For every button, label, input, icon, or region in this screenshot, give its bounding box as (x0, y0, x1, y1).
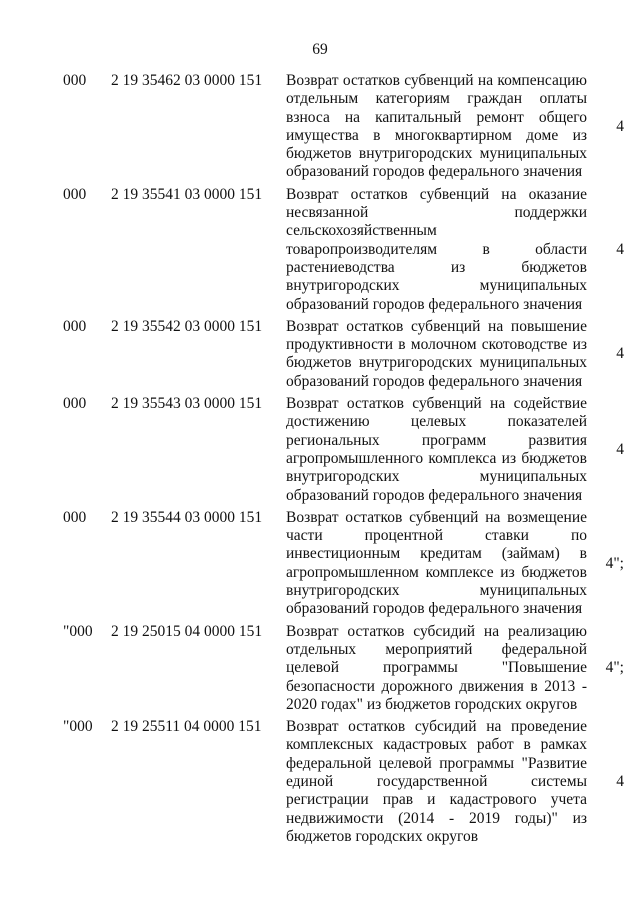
norm-cell (587, 72, 640, 182)
norm-cell (587, 395, 640, 505)
income-description: Возврат остатков субвенций на содействие достижению целевых показателей региональных программ развития агропромышленного комплекса из бюджетов внутригородских муниципальных образований городов федерального значения (286, 395, 587, 504)
norm-cell (587, 623, 640, 714)
table-row (0, 623, 640, 714)
norm-value: 4"; (605, 554, 624, 572)
norm-value: 4"; (605, 659, 624, 677)
admin-code: 000 (63, 508, 87, 526)
income-description: Возврат остатков субвенций на повышение продуктивности в молочном скотоводстве из бюджетов внутригородских муниципальных образований городов федерального значения (286, 317, 587, 390)
norm-cell (587, 509, 640, 619)
income-description: Возврат остатков субвенций на возмещение части процентной ставки по инвестиционным кредитам (займам) в агропромышленном комплексе из бюджетов внутригородских муниципальных образований городов федерального значения (286, 508, 587, 618)
admin-code: 000 (63, 185, 87, 203)
table-row (0, 318, 640, 391)
admin-code: 000 (63, 317, 87, 335)
norm-value: 4 (616, 240, 624, 258)
budget-code-table (0, 72, 640, 850)
table-row (0, 509, 640, 619)
table-row (0, 72, 640, 182)
norm-value: 4 (616, 772, 624, 790)
norm-value: 4 (616, 440, 624, 458)
budget-classification-code: 2 19 35544 03 0000 151 (111, 508, 263, 526)
norm-cell (587, 318, 640, 391)
budget-classification-code: 2 19 35541 03 0000 151 (111, 185, 263, 203)
table-row (0, 718, 640, 846)
budget-classification-code: 2 19 25015 04 0000 151 (111, 622, 263, 640)
admin-code: 000 (63, 395, 87, 413)
income-description: Возврат остатков субсидий на проведение комплексных кадастровых работ в рамках федеральной целевой программы "Развитие единой государственной системы регистрации прав и кадастрового учета недвижимости (2014 - 2019 годы)" из бюджетов городских округов (286, 718, 587, 845)
table-row (0, 395, 640, 505)
page-number: 69 (312, 41, 328, 58)
income-description: Возврат остатков субвенций на оказание несвязанной поддержки сельскохозяйственным товаропроизводителям в области растениеводства из бюджетов внутригородских муниципальных образований городов федерального значения (286, 185, 587, 313)
income-description: Возврат остатков субсидий на реализацию отдельных мероприятий федеральной целевой программы "Повышение безопасности дорожного движения в 2013 - 2020 годах" из бюджетов городских округов (286, 622, 587, 713)
norm-cell (587, 718, 640, 846)
budget-classification-code: 2 19 35542 03 0000 151 (111, 317, 263, 335)
admin-code: "000 (63, 718, 93, 736)
budget-classification-code: 2 19 35462 03 0000 151 (111, 72, 263, 89)
norm-value: 4 (616, 117, 624, 135)
norm-value: 4 (616, 345, 624, 363)
norm-cell (587, 186, 640, 314)
admin-code: "000 (63, 622, 93, 640)
admin-code: 000 (63, 72, 87, 89)
table-row (0, 186, 640, 314)
budget-classification-code: 2 19 35543 03 0000 151 (111, 395, 263, 413)
income-description: Возврат остатков субвенций на компенсацию отдельным категориям граждан оплаты взноса на капитальный ремонт общего имущества в многоквартирном доме из бюджетов внутригородских муниципальных образований городов федерального значения (286, 72, 587, 181)
budget-classification-code: 2 19 25511 04 0000 151 (111, 718, 262, 736)
